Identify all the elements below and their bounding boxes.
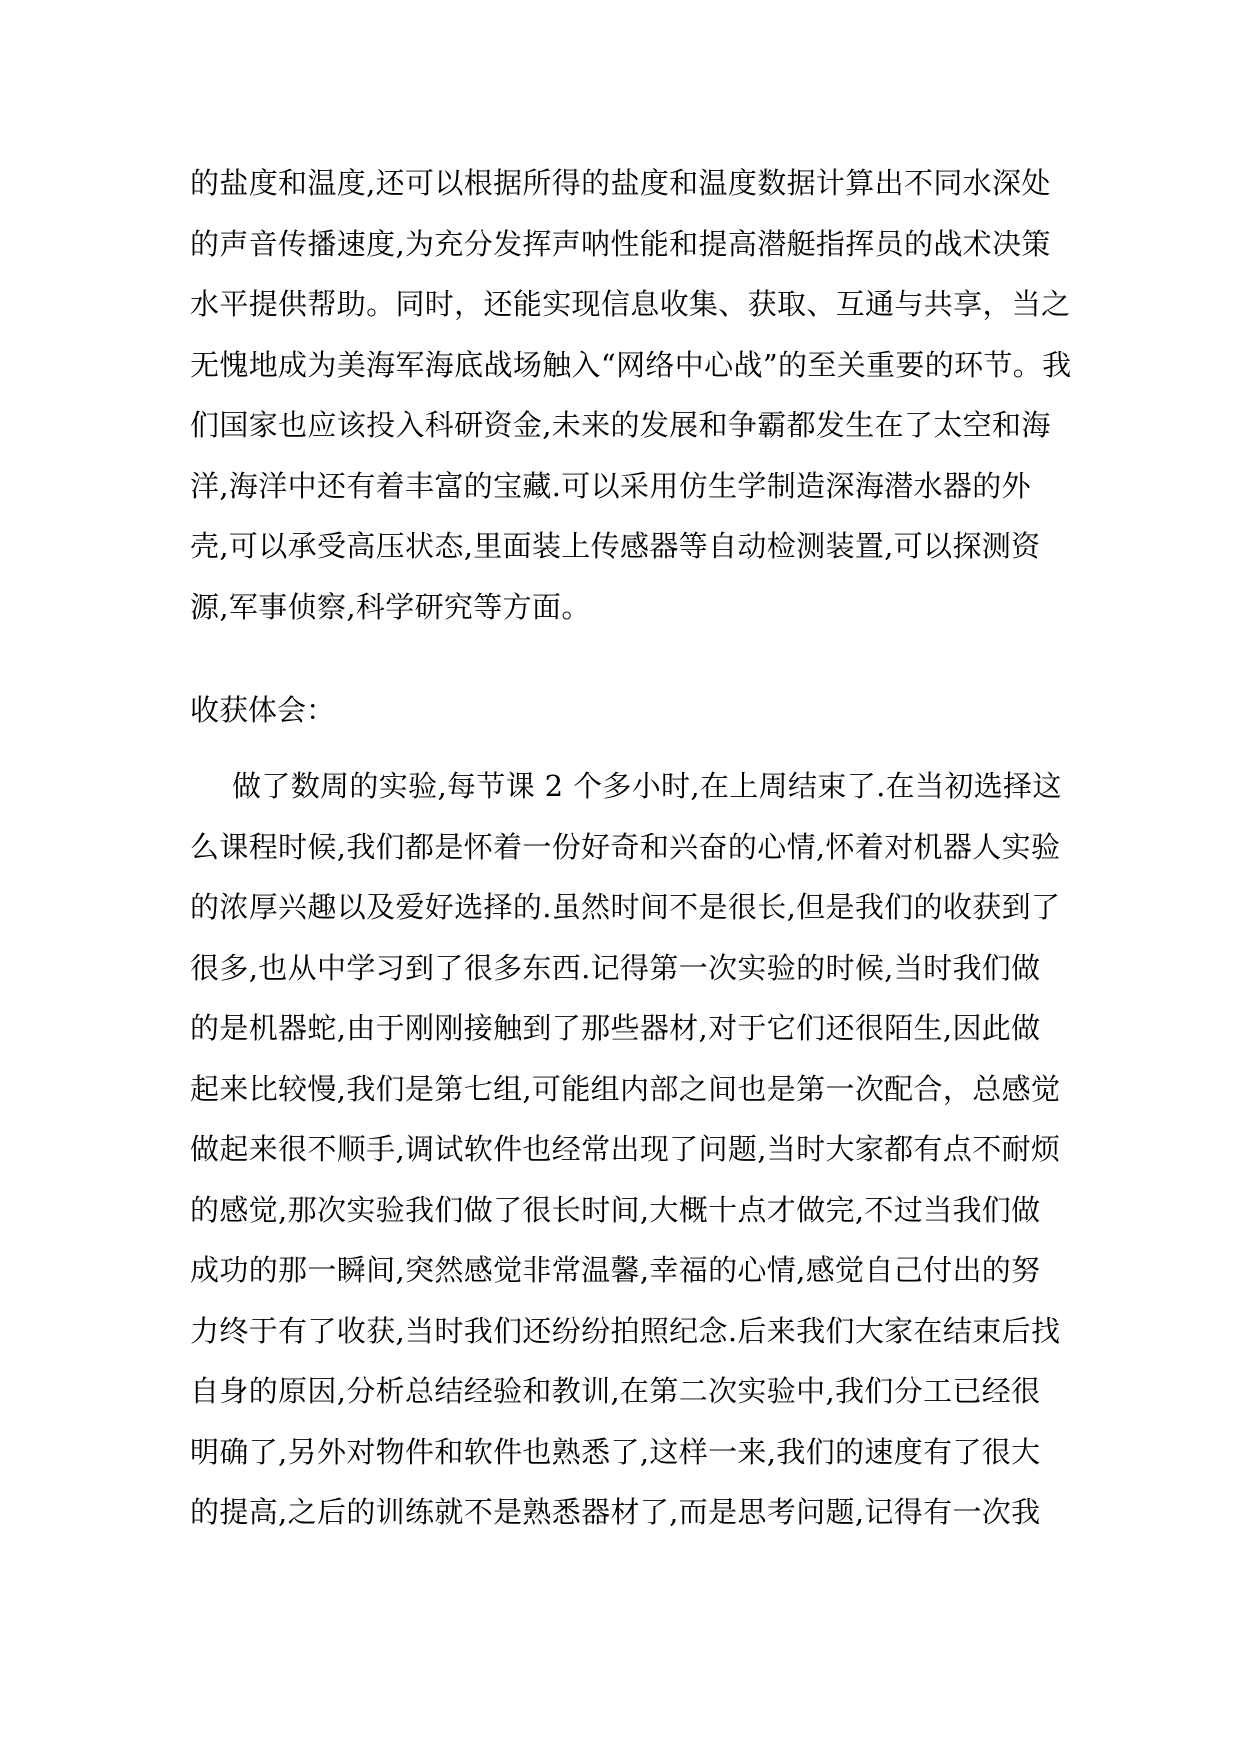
paragraph-line: 很多,也从中学习到了很多东西.记得第一次实验的时候,当时我们做 <box>190 950 1041 985</box>
paragraph-line: 做了数周的实验,每节课 2 个多小时,在上周结束了.在当初选择这 <box>232 769 1062 803</box>
paragraph-line: 水平提供帮助。同时，还能实现信息收集、获取、互通与共享，当之 <box>190 287 1071 321</box>
paragraph-line: 起来比较慢,我们是第七组,可能组内部之间也是第一次配合，总感觉 <box>190 1071 1061 1106</box>
section-heading: 收获体会： <box>190 693 336 727</box>
paragraph-1 <box>190 153 1070 637</box>
paragraph-line: 的浓厚兴趣以及爱好选择的.虽然时间不是很长,但是我们的收获到了 <box>190 890 1061 924</box>
paragraph-line: 们国家也应该投入科研资金,未来的发展和争霸都发生在了太空和海 <box>190 408 1051 442</box>
paragraph-line: 的是机器蛇,由于刚刚接触到了那些器材,对于它们还很陌生,因此做 <box>190 1011 1041 1045</box>
paragraph-line: 的感觉,那次实验我们做了很长时间,大概十点才做完,不过当我们做 <box>190 1192 1041 1227</box>
paragraph-line: 明确了,另外对物件和软件也熟悉了,这样一来,我们的速度有了很大 <box>190 1434 1041 1469</box>
paragraph-line: 洋,海洋中还有着丰富的宝藏.可以采用仿生学制造深海潜水器的外 <box>190 468 1031 503</box>
paragraph-line: 的声音传播速度,为充分发挥声呐性能和提高潜艇指挥员的战术决策 <box>190 226 1051 261</box>
paragraph-line: 力终于有了收获,当时我们还纷纷拍照纪念.后来我们大家在结束后找 <box>190 1313 1061 1348</box>
paragraph-line: 自身的原因,分析总结经验和教训,在第二次实验中,我们分工已经很 <box>190 1374 1041 1408</box>
paragraph-2 <box>190 756 1070 1543</box>
paragraph-line: 做起来很不顺手,调试软件也经常出现了问题,当时大家都有点不耐烦 <box>190 1132 1061 1166</box>
paragraph-line: 源,军事侦察,科学研究等方面。 <box>190 589 591 624</box>
paragraph-line: 壳,可以承受高压状态,里面装上传感器等自动检测装置,可以探测资 <box>190 529 1041 563</box>
paragraph-line: 无愧地成为美海军海底战场触入“网络中心战”的至关重要的环节。我 <box>190 347 1072 382</box>
paragraph-line: 成功的那一瞬间,突然感觉非常温馨,幸福的心情,感觉自己付出的努 <box>190 1253 1041 1287</box>
paragraph-line: 的提高,之后的训练就不是熟悉器材了,而是思考问题,记得有一次我 <box>190 1495 1041 1529</box>
paragraph-line: 么课程时候,我们都是怀着一份好奇和兴奋的心情,怀着对机器人实验 <box>190 829 1061 864</box>
paragraph-line: 的盐度和温度,还可以根据所得的盐度和温度数据计算出不同水深处 <box>190 166 1051 200</box>
